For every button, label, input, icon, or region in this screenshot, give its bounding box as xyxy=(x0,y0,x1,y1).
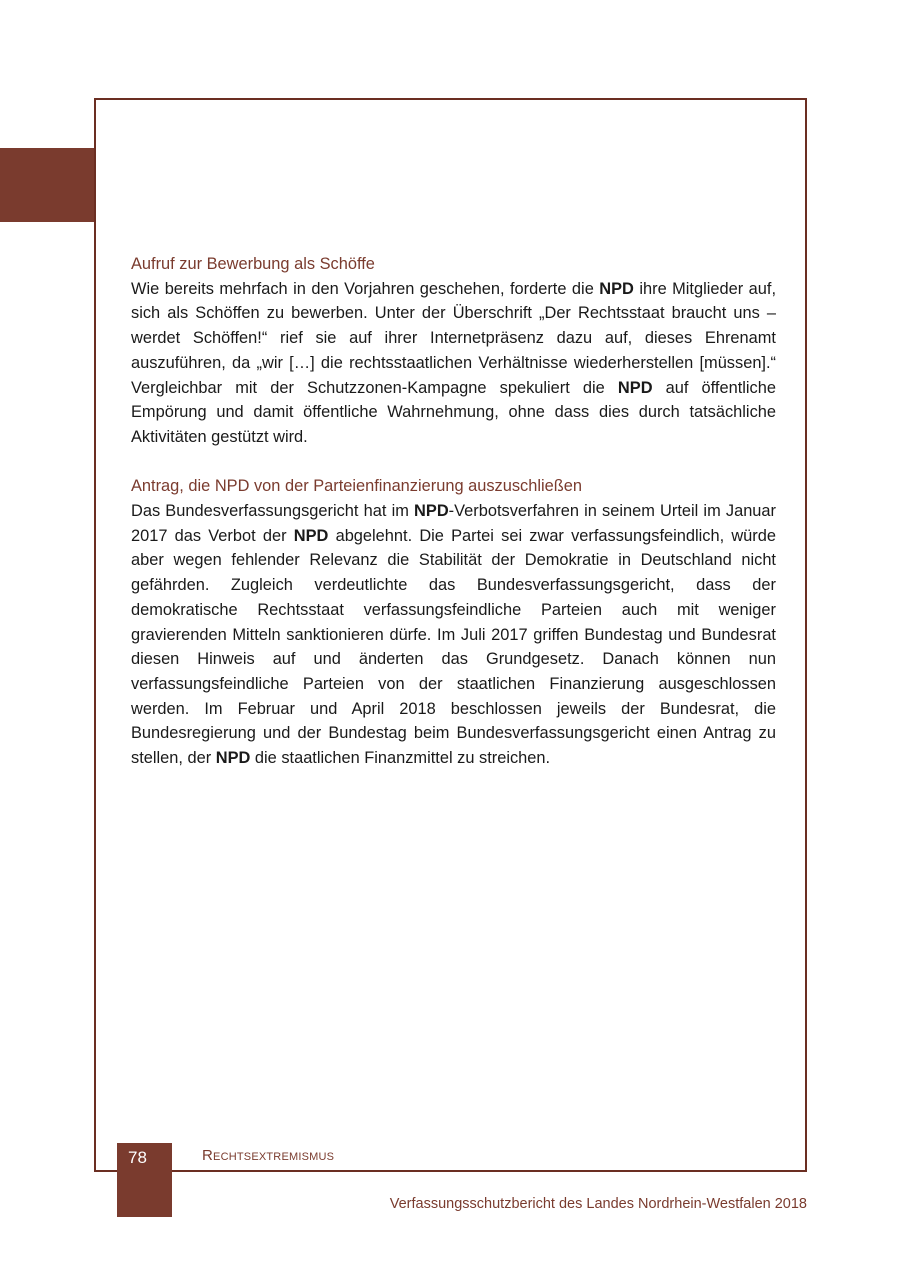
text-run: die staatlichen Finanzmittel zu streichen. xyxy=(250,749,551,768)
section-heading-parteienfinanzierung: Antrag, die NPD von der Parteienfinanzierung auszuschließen xyxy=(131,477,582,496)
party-name-npd: NPD xyxy=(293,526,329,545)
section-heading-schoeffe: Aufruf zur Bewerbung als Schöffe xyxy=(131,255,375,273)
section-parteienfinanzierung xyxy=(131,474,776,770)
party-name-npd: NPD xyxy=(215,749,251,768)
section-schoeffe xyxy=(131,252,776,450)
text-run: ihre Mitglieder auf, sich als Schöffen zu bewerben. Unter der Überschrift „Der Rechtsstaat braucht uns – werdet Schöffen!“ rief sie auf ihrer Internetpräsenz dazu auf, dieses Ehrenamt auszuführen, da „wir […] die rechtsstaatlichen Verhältnisse wiederherstellen [müssen].“ Vergleichbar mit der Schutzzonen-Kampagne spekuliert die xyxy=(131,279,776,397)
publication-title: Verfassungsschutzbericht des Landes Nordrhein-Westfalen 2018 xyxy=(389,1196,807,1212)
party-name-npd: NPD xyxy=(599,279,634,298)
running-head: Rechtsextremismus xyxy=(202,1147,335,1164)
section-text-schoeffe xyxy=(131,277,776,450)
text-run: Wie bereits mehrfach in den Vorjahren geschehen, forderte die xyxy=(131,279,600,298)
main-content xyxy=(131,252,776,771)
chapter-tab-marker xyxy=(0,148,94,222)
party-name-npd: NPD xyxy=(617,378,653,397)
text-run: abgelehnt. Die Partei sei zwar verfassungsfeindlich, würde aber wegen fehlender Relevanz die Stabilität der Demokratie in Deutschland nicht gefährden. Zugleich verdeutlichte das Bundesverfassungsgericht, dass der demokratische Rechtsstaat verfassungsfeindliche Parteien auch mit weniger gravierenden Mitteln sanktionieren dürfe. Im Juli 2017 griffen Bundestag und Bundesrat diesen Hinweis auf und änderten das Grundgesetz. Danach können nun verfassungsfeindliche Parteien von der staatlichen Finanzierung ausgeschlossen werden. Im Februar und April 2018 beschlossen jeweils der Bundesrat, die Bundesregierung und der Bundestag beim Bundesverfassungsgericht einen Antrag zu stellen, der xyxy=(131,526,776,768)
party-name-npd: NPD xyxy=(414,502,449,521)
text-run: auf öffentliche Empörung und damit öffentliche Wahrnehmung, ohne dass dies durch tatsächliche Aktivitäten gestützt wird. xyxy=(131,378,776,446)
page-number: 78 xyxy=(128,1148,147,1167)
section-text-parteienfinanzierung xyxy=(131,499,776,771)
text-run: Das Bundesverfassungsgericht hat im xyxy=(131,502,415,521)
text-run: -Verbotsverfahren in seinem Urteil im Januar 2017 das Verbot der xyxy=(131,502,777,545)
